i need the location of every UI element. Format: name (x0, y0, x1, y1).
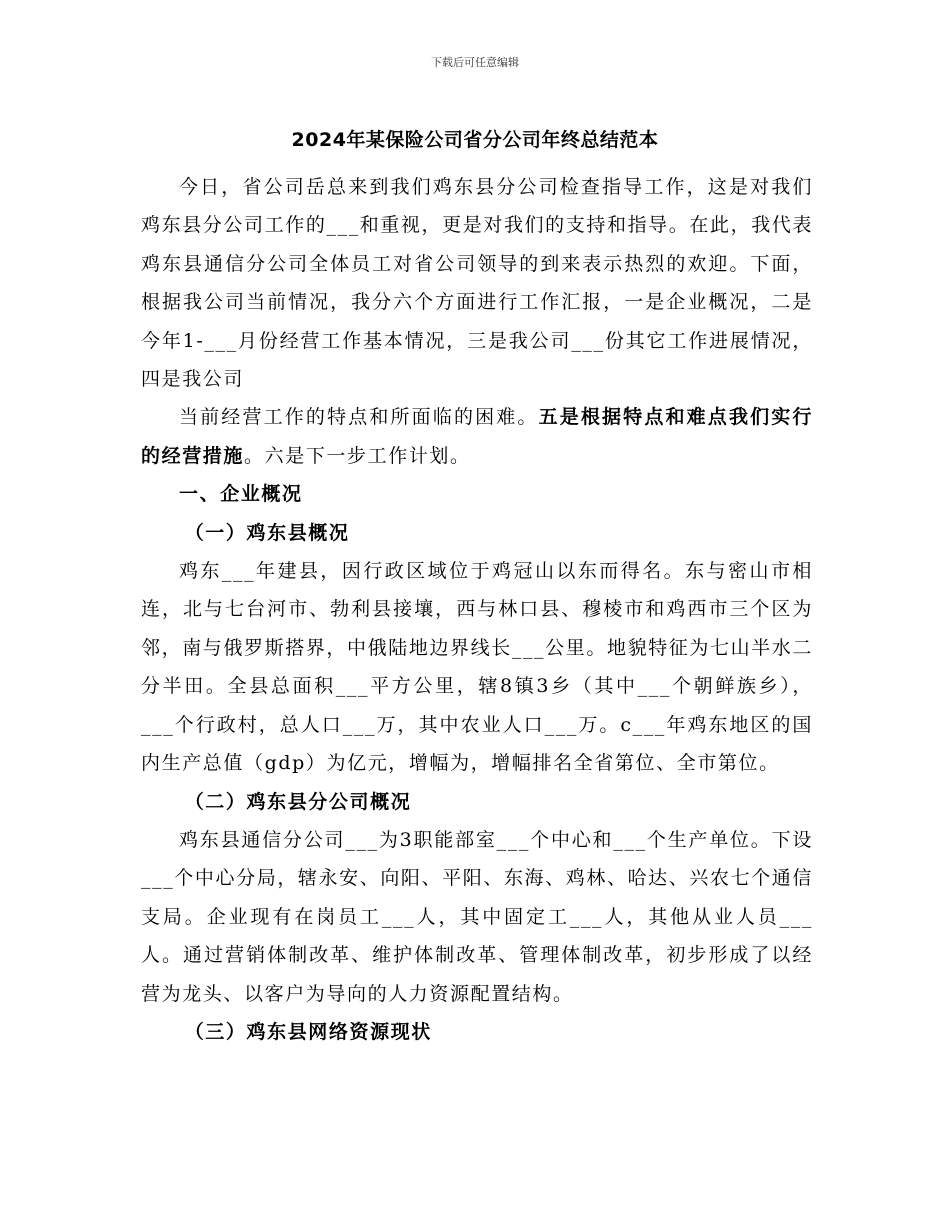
paragraph-text-tail: 。六是下一步工作计划。 (244, 444, 471, 467)
paragraph-county: 鸡东___年建县，因行政区域位于鸡冠山以东而得名。东与密山市相连，北与七台河市、勃利县接壤，西与林口县、穆棱市和鸡西市三个区为邻，南与俄罗斯搭界，中俄陆地边界线长___公里。地貌特征为七山半水二分半田。全县总面积___平方公里，辖8镇3乡（其中___个朝鲜族乡），___个行政村，总人口___万，其中农业人口___万。c___年鸡东地区的国内生产总值（gdp）为亿元，增幅为，增幅排名全省第位、全市第位。 (141, 560, 813, 775)
paragraph-branch: 鸡东县通信分公司___为3职能部室___个中心和___个生产单位。下设___个中心分局，辖永安、向阳、平阳、东海、鸡林、哈达、兴农七个通信支局。企业现有在岗员工___人，其中固定工___人，其他从业人员___人。通过营销体制改革、维护体制改革、管理体制改革，初步形成了以经营为龙头、以客户为导向的人力资源配置结构。 (141, 828, 813, 1005)
subsection-heading-network: （三）鸡东县网络资源现状 (184, 1020, 432, 1043)
subsection-heading-branch: （二）鸡东县分公司概况 (184, 790, 412, 813)
paragraph-intro: 今日，省公司岳总来到我们鸡东县分公司检查指导工作，这是对我们鸡东县分公司工作的___和重视，更是对我们的支持和指导。在此，我代表鸡东县通信分公司全体员工对省公司领导的到来表示热烈的欢迎。下面，根据我公司当前情况，我分六个方面进行工作汇报，一是企业概况，二是今年1-___月份经营工作基本情况，三是我公司___份其它工作进展情况，四是我公司 (141, 176, 813, 391)
page-header-note: 下载后可任意编辑 (431, 56, 519, 69)
subsection-heading-county: （一）鸡东县概况 (184, 521, 350, 544)
paragraph-intro-continued (141, 398, 813, 475)
section-heading-overview: 一、企业概况 (179, 483, 303, 506)
document-title: 2024年某保险公司省分公司年终总结范本 (291, 129, 659, 151)
paragraph-text: 当前经营工作的特点和所面临的困难。 (179, 406, 539, 429)
paragraph-bold-text: 五是根据特点和难点我们实行的经营措施 (141, 406, 813, 467)
document-body (141, 168, 813, 1051)
